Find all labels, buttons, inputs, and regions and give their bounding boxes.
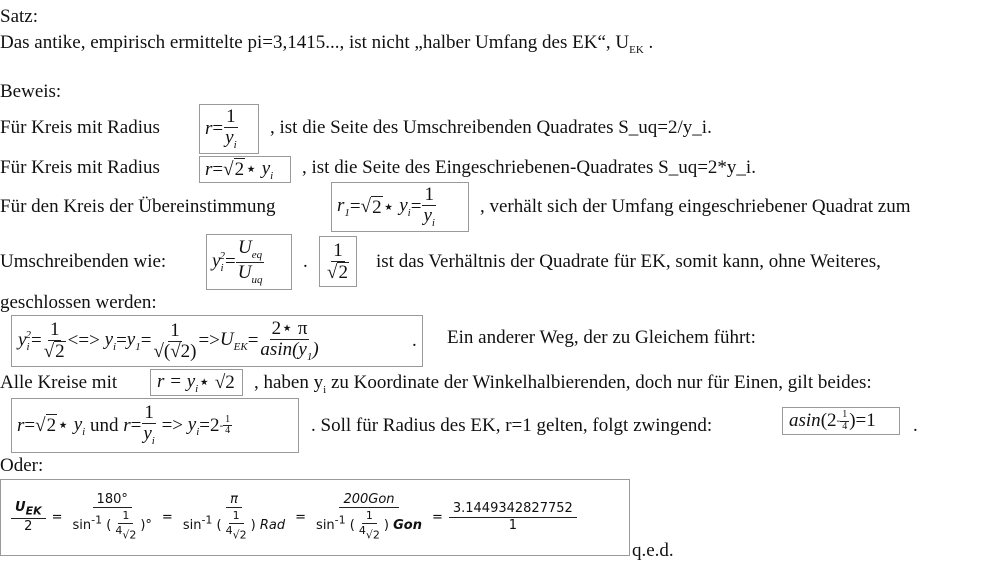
formula-uek-comparison: $\frac{U_{EK}}{2}$ = 180° $\sin^{-1}$ ( $\frac{1}{^4√2}$ )° = π $\sin^{-1}$ ( $\frac{1}{^4√2}$ ) Rad = 200Gon $\sin^{-1}$ ( $\frac{1}{^4√2}$ ) Gon = $\frac{3.1449342827752}{1}$ (0, 479, 630, 556)
f5-fraction: 1 √ 2 (327, 239, 348, 283)
satz-end: . (648, 32, 654, 53)
line5: geschlossen werden: (0, 292, 157, 313)
f6-frac3: $\frac{2⋆ \pi}{asin(y_1)}$ (260, 317, 319, 363)
satz-statement: Das antike, empirisch ermittelte pi=3,1415..., ist nicht „halber Umfang des EK“, U (0, 32, 630, 53)
line1-post: , ist die Seite des Umschreibenden Quadrates S_uq=2/y_i. (270, 117, 712, 138)
line8-post: . Soll für Radius des EK, r=1 gelten, folgt zwingend: (311, 415, 713, 436)
qed: q.e.d. (632, 540, 674, 561)
f6-equiv: <=> (67, 330, 100, 351)
line2-post: , ist die Seite des Eingeschriebenen-Quadrates S_uq=2*y_i. (302, 157, 756, 178)
f6-frac1: 1 √ 2 (43, 319, 65, 362)
formula-ratio-ueq-uuq: $y_i^2$ = $\frac{U_{eq}}{U_{uq}}$ (206, 234, 292, 290)
f10-term1: 180° $\sin^{-1}$ ( $\frac{1}{^4√2}$ )° (72, 491, 152, 542)
f4-lhs: $y_i^2$ (212, 249, 225, 275)
line2-pre: Für Kreis mit Radius (0, 157, 160, 178)
f8-fraction: $\frac{1}{y_i}$ (143, 402, 155, 448)
line3-pre: Für den Kreis der Übereinstimmung (0, 196, 276, 217)
line8-end: . (913, 415, 918, 436)
line6-post: Ein anderer Weg, der zu Gleichem führt: (447, 327, 756, 348)
f1-num: 1 (226, 105, 236, 127)
f10-result: $\frac{3.1449342827752}{1}$ (449, 501, 577, 533)
line7-pre: Alle Kreise mit (0, 372, 118, 393)
satz-sub: EK (629, 43, 644, 56)
formula-r-eq-sqrt2-yi: r =√ 2 ⋆ $y_i$ (199, 156, 291, 183)
f10-lhs: $\frac{U_{EK}}{2}$ (11, 500, 46, 535)
formula-asin-eq-1: asin ( 2 - $\frac{1}{4}$ )= 1 (782, 407, 900, 435)
f3-lhs: $r_1$ (337, 195, 350, 219)
f10-term2: π $\sin^{-1}$ ( $\frac{1}{^4√2}$ ) Rad (182, 491, 286, 542)
satz-text (0, 33, 653, 56)
oder-label: Oder: (0, 455, 44, 476)
formula-r-eq-yi-sqrt2: $r = y_i$ ⋆ √2 (150, 369, 243, 396)
f4-fraction: $\frac{U_{eq}}{U_{uq}}$ (237, 237, 263, 286)
line4-mid: . (303, 251, 308, 272)
f3-mid: $y_i$ (399, 195, 411, 219)
formula-r-both-conditions: r =√ 2 ⋆ $y_i$ und r = $\frac{1}{y_i}$ => $y_i$ = 2 - $\frac{1}{4}$ (11, 398, 299, 453)
formula-1-over-sqrt2 (319, 236, 357, 287)
beweis-label: Beweis: (0, 81, 62, 102)
line3-post: , verhält sich der Umfang eingeschriebener Quadrat zum (480, 196, 911, 217)
line4-post: ist das Verhältnis der Quadrate für EK, somit kann, ohne Weiteres, (376, 251, 881, 272)
f6-implies: => (198, 330, 220, 351)
satz-label: Satz: (0, 6, 38, 27)
f3-sqrt: 2 (372, 196, 382, 218)
line1-pre: Für Kreis mit Radius (0, 117, 160, 138)
formula-r1-match: $r_1$ =√ 2 ⋆ $y_i$ = $\frac{1}{y_i}$ (331, 182, 469, 232)
f8-und: und (89, 414, 119, 436)
f3-fraction: $\frac{1}{y_i}$ (423, 183, 435, 229)
formula-uek-derivation: $y_i^2$ = 1 √ 2 <=> $y_i$ = $y_1$ = $\frac{1}{√(√2)}$ => $U_{EK}$ = $\frac{2⋆ \pi}{asin(y_1)}$ (11, 315, 423, 367)
f10-term3: 200Gon $\sin^{-1}$ ( $\frac{1}{^4√2}$ ) Gon (316, 491, 422, 542)
f2-lhs: r (205, 158, 213, 180)
f2-tail: $y_i$ (261, 157, 274, 182)
f6-frac2: $\frac{1}{√(√2)}$ (153, 319, 197, 362)
line7-post: , haben $y_i$ zu Koordinate der Winkelhalbierenden, doch nur für Einen, gilt beides: (254, 372, 872, 396)
f2-sqrt: 2 (234, 159, 245, 180)
f1-lhs: r (205, 118, 213, 139)
f1-fraction (223, 107, 239, 151)
line6-dot: . (412, 330, 417, 351)
line4-pre: Umschreibenden wie: (0, 251, 167, 272)
formula-r-eq-1-over-yi: r = $\frac{1}{y_i}$ (199, 104, 259, 154)
f1-den: $y_i$ (225, 126, 237, 151)
